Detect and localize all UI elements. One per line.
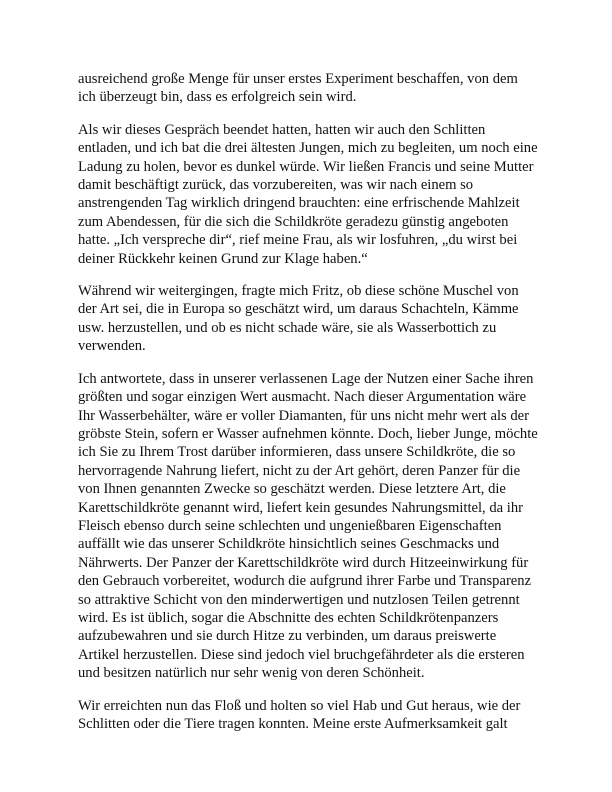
paragraph-4: Ich antwortete, dass in unserer verlassenen Lage der Nutzen einer Sache ihren größten und sogar einzigen Wert ausmacht. Nach dieser Argumentation wäre Ihr Wasserbehälter, wäre er voller Diamanten, für uns nicht mehr wert als der gröbste Stein, sofern er Wasser aufnehmen könnte. Doch, lieber Junge, möchte ich Sie zu Ihrem Trost darüber informieren, dass unsere Schildkröte, die so hervorragende Nahrung liefert, nicht zu der Art gehört, deren Panzer für die von Ihnen genannten Zwecke so geschätzt werden. Diese letztere Art, die Karettschildkröte genannt wird, liefert kein gesundes Nahrungsmittel, da ihr Fleisch ebenso durch seine schlechten und ungenießbaren Eigenschaften auffällt wie das unserer Schildkröte hinsichtlich seines Geschmacks und Nährwerts. Der Panzer der Karettschildkröte wird durch Hitzeeinwirkung für den Gebrauch vorbereitet, wodurch die aufgrund ihrer Farbe und Transparenz so attraktive Schicht von den minderwertigen und nutzlosen Teilen getrennt wird. Es ist üblich, sogar die Abschnitte des echten Schildkrötenpanzers aufzubewahren und sie durch Hitze zu verbinden, um daraus preiswerte Artikel herzustellen. Diese sind jedoch viel bruchgefährdeter als die ersteren und besitzen natürlich nur sehr wenig von deren Schönheit.	[78, 370, 538, 682]
paragraph-5: Wir erreichten nun das Floß und holten so viel Hab und Gut heraus, wie der Schlitten oder die Tiere tragen konnten. Meine erste Aufmerksamkeit galt	[78, 697, 521, 732]
paragraph-3: Während wir weitergingen, fragte mich Fritz, ob diese schöne Muschel von der Art sei, die in Europa so geschätzt wird, um daraus Schachteln, Kämme usw. herzustellen, und ob es nicht schade wäre, sie als Wasserbottich zu verwenden.	[78, 283, 519, 355]
paragraph-2: Als wir dieses Gespräch beendet hatten, hatten wir auch den Schlitten entladen, und ich bat die drei ältesten Jungen, mich zu begleiten, um noch eine Ladung zu holen, bevor es dunkel würde. Wir ließen Francis und seine Mutter damit beschäftigt zurück, das vorzubereiten, was wir nach einem so anstrengenden Tag wirklich dringend brauchten: eine erfrischende Mahlzeit zum Abendessen, für die sich die Schildkröte geradezu günstig angeboten hatte. „Ich verspreche dir“, rief meine Frau, als wir losfuhren, „du wirst bei deiner Rückkehr keinen Grund zur Klage haben.“	[78, 121, 538, 267]
document-page	[78, 70, 538, 747]
paragraph-1: ausreichend große Menge für unser erstes Experiment beschaffen, von dem ich überzeugt bin, dass es erfolgreich sein wird.	[78, 71, 518, 106]
